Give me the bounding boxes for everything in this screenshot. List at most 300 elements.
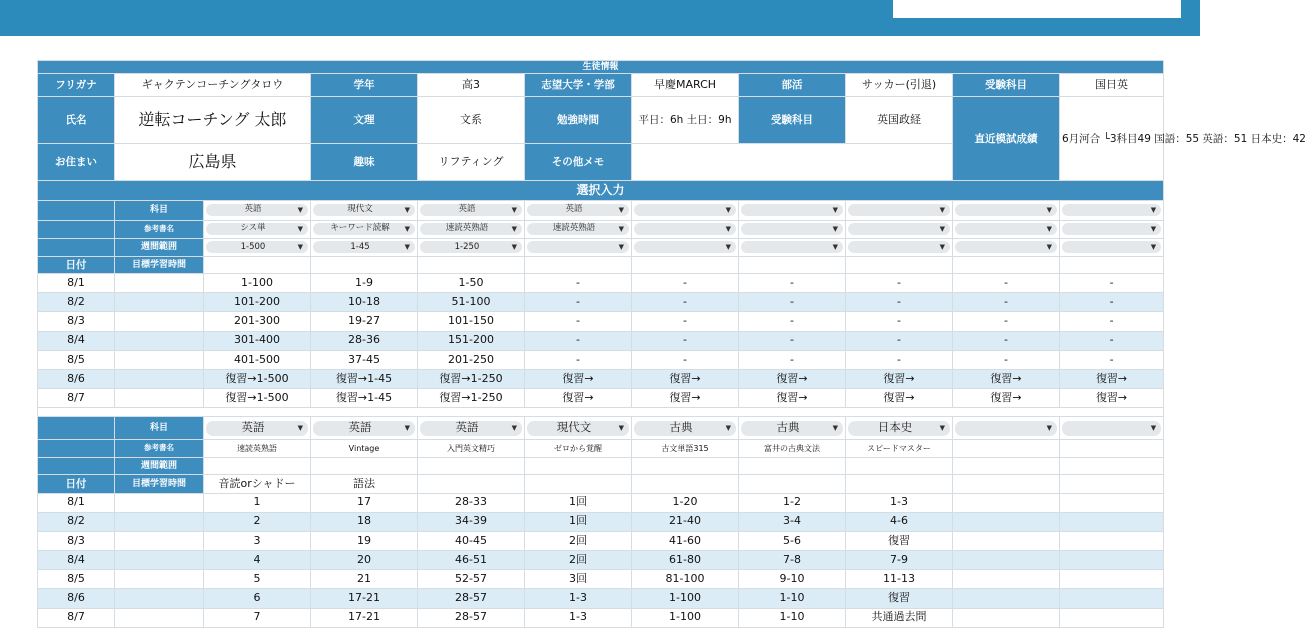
table-row bbox=[38, 274, 1164, 293]
exam-subjects-cell[interactable]: 国日英 bbox=[1060, 73, 1164, 96]
subject-dropdown[interactable] bbox=[955, 204, 1057, 216]
plan-cell[interactable]: 201-250 bbox=[418, 350, 525, 369]
mock-exam-cell[interactable]: 6月河合 └3科目49 国語：55 英語：51 日本史：42 bbox=[1060, 97, 1164, 181]
plan-cell[interactable]: 7-9 bbox=[846, 551, 953, 570]
plan-cell[interactable]: - bbox=[632, 293, 739, 312]
plan-cell[interactable]: 28-36 bbox=[311, 331, 418, 350]
plan-cell[interactable]: 40-45 bbox=[418, 531, 525, 550]
plan-cell[interactable] bbox=[953, 551, 1060, 570]
plan-cell[interactable]: 28-57 bbox=[418, 589, 525, 608]
target-hours-label: 目標学習時間 bbox=[115, 257, 204, 274]
caret-down-icon: ▼ bbox=[1046, 423, 1052, 432]
book-select-cell bbox=[739, 220, 846, 238]
range-dropdown[interactable] bbox=[741, 241, 843, 253]
range-select-cell bbox=[525, 238, 632, 256]
plan-cell[interactable]: 201-300 bbox=[204, 312, 311, 331]
plan-cell[interactable]: - bbox=[953, 331, 1060, 350]
target-hours-cell[interactable] bbox=[115, 293, 204, 312]
dropdown-value: 英語 bbox=[458, 204, 476, 215]
plan-cell[interactable]: - bbox=[1060, 312, 1164, 331]
range-dropdown[interactable] bbox=[313, 241, 415, 253]
range-cell[interactable] bbox=[953, 458, 1060, 475]
plan-cell[interactable]: - bbox=[632, 274, 739, 293]
plan-cell[interactable]: 17 bbox=[311, 493, 418, 512]
book-dropdown[interactable] bbox=[1062, 223, 1161, 235]
plan-cell[interactable]: 1-100 bbox=[632, 608, 739, 627]
book-dropdown[interactable] bbox=[206, 223, 308, 235]
plan-cell[interactable]: 1-3 bbox=[525, 608, 632, 627]
plan-cell[interactable]: 81-100 bbox=[632, 570, 739, 589]
plan-cell[interactable]: 復習→ bbox=[846, 389, 953, 408]
plan-cell[interactable]: 1-10 bbox=[739, 589, 846, 608]
range-cell[interactable] bbox=[311, 458, 418, 475]
plan-cell[interactable]: 1回 bbox=[525, 512, 632, 531]
subject-dropdown[interactable] bbox=[420, 204, 522, 216]
date-cell: 8/6 bbox=[38, 589, 115, 608]
study-time-cell[interactable]: 平日：6h 土日：9h bbox=[632, 97, 739, 144]
plan-cell[interactable]: - bbox=[1060, 350, 1164, 369]
blank-cell[interactable] bbox=[739, 257, 846, 274]
table-row bbox=[38, 512, 1164, 531]
dropdown-value: 1-250 bbox=[454, 241, 480, 252]
dropdown-value: 速読英熟語 bbox=[552, 223, 596, 234]
plan-cell[interactable]: - bbox=[846, 293, 953, 312]
subject-select-cell bbox=[632, 200, 739, 220]
target-hours-cell[interactable] bbox=[115, 570, 204, 589]
plan-cell[interactable] bbox=[1060, 551, 1164, 570]
address-cell[interactable]: 広島県 bbox=[115, 144, 311, 181]
book-cell[interactable]: 富井の古典文法 bbox=[739, 440, 846, 458]
subject-dropdown[interactable] bbox=[634, 421, 736, 436]
subject-dropdown[interactable] bbox=[527, 204, 629, 216]
range-select-cell bbox=[311, 238, 418, 256]
subject-select-cell bbox=[953, 200, 1060, 220]
plan-cell[interactable]: 復習→ bbox=[739, 369, 846, 388]
hours-note-cell[interactable]: 語法 bbox=[311, 475, 418, 493]
range-cell[interactable] bbox=[632, 458, 739, 475]
exam-subjects2-cell[interactable]: 英国政経 bbox=[846, 97, 953, 144]
plan-cell[interactable]: - bbox=[1060, 293, 1164, 312]
subject-select-cell bbox=[846, 200, 953, 220]
plan-cell[interactable]: 21 bbox=[311, 570, 418, 589]
plan-cell[interactable]: 3-4 bbox=[739, 512, 846, 531]
plan-cell[interactable]: 18 bbox=[311, 512, 418, 531]
range-cell[interactable] bbox=[846, 458, 953, 475]
book-select-cell bbox=[311, 220, 418, 238]
target-university-cell[interactable]: 早慶MARCH bbox=[632, 73, 739, 96]
hours-note-cell[interactable] bbox=[632, 475, 739, 493]
subject-dropdown[interactable] bbox=[206, 421, 308, 436]
book-dropdown[interactable] bbox=[634, 223, 736, 235]
caret-down-icon: ▼ bbox=[404, 423, 410, 432]
date-cell: 8/2 bbox=[38, 512, 115, 531]
plan-cell[interactable]: 4-6 bbox=[846, 512, 953, 531]
dropdown-value: 現代文 bbox=[556, 420, 592, 435]
dropdown-value: 英語 bbox=[244, 204, 262, 215]
caret-down-icon: ▼ bbox=[832, 423, 838, 432]
date-label: 日付 bbox=[38, 475, 115, 493]
subject-select-cell bbox=[311, 200, 418, 220]
section-gap bbox=[38, 408, 1164, 417]
range-dropdown[interactable] bbox=[527, 241, 629, 253]
plan-cell[interactable]: 復習 bbox=[846, 531, 953, 550]
subject-dropdown[interactable] bbox=[313, 204, 415, 216]
caret-down-icon: ▼ bbox=[1150, 206, 1157, 215]
plan-cell[interactable]: 1-10 bbox=[739, 608, 846, 627]
blank-cell[interactable] bbox=[1060, 257, 1164, 274]
range-cell[interactable] bbox=[1060, 458, 1164, 475]
blank-cell[interactable] bbox=[311, 257, 418, 274]
plan-cell[interactable]: 復習→ bbox=[632, 369, 739, 388]
book-dropdown[interactable] bbox=[848, 223, 950, 235]
plan-cell[interactable]: 復習→ bbox=[525, 369, 632, 388]
top-banner-box bbox=[893, 0, 1181, 18]
blank-cell[interactable] bbox=[846, 257, 953, 274]
plan-cell[interactable] bbox=[953, 608, 1060, 627]
plan-cell[interactable]: 5 bbox=[204, 570, 311, 589]
plan-cell[interactable]: - bbox=[953, 293, 1060, 312]
plan-cell[interactable]: - bbox=[739, 274, 846, 293]
plan-cell[interactable]: - bbox=[846, 274, 953, 293]
subject-dropdown[interactable] bbox=[634, 204, 736, 216]
plan-cell[interactable]: 401-500 bbox=[204, 350, 311, 369]
subject-select-cell bbox=[632, 416, 739, 439]
plan-cell[interactable]: 28-33 bbox=[418, 493, 525, 512]
plan-cell[interactable] bbox=[1060, 589, 1164, 608]
plan-cell[interactable]: 復習→1-45 bbox=[311, 369, 418, 388]
book-dropdown[interactable] bbox=[741, 223, 843, 235]
caret-down-icon: ▼ bbox=[297, 243, 303, 252]
book-label: 参考書名 bbox=[115, 440, 204, 458]
plan-cell[interactable] bbox=[953, 570, 1060, 589]
book-cell[interactable]: スピードマスター bbox=[846, 440, 953, 458]
range-cell[interactable] bbox=[525, 458, 632, 475]
top-banner bbox=[0, 0, 1200, 36]
plan-cell[interactable]: 34-39 bbox=[418, 512, 525, 531]
plan-cell[interactable]: 151-200 bbox=[418, 331, 525, 350]
caret-down-icon: ▼ bbox=[618, 225, 624, 234]
book-dropdown[interactable] bbox=[420, 223, 522, 235]
plan-cell[interactable]: 3 bbox=[204, 531, 311, 550]
plan-cell[interactable]: 28-57 bbox=[418, 608, 525, 627]
plan-cell[interactable] bbox=[1060, 512, 1164, 531]
plan-cell[interactable]: 52-57 bbox=[418, 570, 525, 589]
plan-cell[interactable]: 2回 bbox=[525, 531, 632, 550]
date-cell: 8/6 bbox=[38, 369, 115, 388]
grade-cell[interactable]: 高3 bbox=[418, 73, 525, 96]
target-hours-cell[interactable] bbox=[115, 531, 204, 550]
plan-cell[interactable]: 復習→ bbox=[632, 389, 739, 408]
book-dropdown[interactable] bbox=[313, 223, 415, 235]
course-label: 文理 bbox=[311, 97, 418, 144]
caret-down-icon: ▼ bbox=[1046, 206, 1052, 215]
hours-note-cell[interactable] bbox=[1060, 475, 1164, 493]
plan-cell[interactable]: 7 bbox=[204, 608, 311, 627]
hours-note-cell[interactable] bbox=[525, 475, 632, 493]
plan-cell[interactable]: 5-6 bbox=[739, 531, 846, 550]
blank-cell[interactable] bbox=[204, 257, 311, 274]
plan-cell[interactable]: 復習→1-45 bbox=[311, 389, 418, 408]
caret-down-icon: ▼ bbox=[511, 206, 517, 215]
range-dropdown[interactable] bbox=[955, 241, 1057, 253]
target-hours-cell[interactable] bbox=[115, 369, 204, 388]
caret-down-icon: ▼ bbox=[939, 225, 945, 234]
plan-cell[interactable]: 復習→1-500 bbox=[204, 389, 311, 408]
caret-down-icon: ▼ bbox=[1046, 243, 1052, 252]
blank-cell[interactable] bbox=[525, 257, 632, 274]
furigana-cell[interactable]: ギャクテンコーチングタロウ bbox=[115, 73, 311, 96]
plan-cell[interactable] bbox=[953, 512, 1060, 531]
caret-down-icon: ▼ bbox=[725, 225, 731, 234]
plan-cell[interactable]: 復習→ bbox=[953, 389, 1060, 408]
subject-dropdown[interactable] bbox=[741, 421, 843, 436]
plan-cell[interactable]: - bbox=[632, 350, 739, 369]
range-dropdown[interactable] bbox=[634, 241, 736, 253]
exam-subjects2-label: 受験科目 bbox=[739, 97, 846, 144]
range-cell[interactable] bbox=[418, 458, 525, 475]
plan-cell[interactable]: 1-100 bbox=[204, 274, 311, 293]
range-dropdown[interactable] bbox=[1062, 241, 1161, 253]
plan-cell[interactable]: 復習→ bbox=[1060, 369, 1164, 388]
book-cell[interactable]: ゼロから覚醒 bbox=[525, 440, 632, 458]
hobby-cell[interactable]: リフティング bbox=[418, 144, 525, 181]
plan-cell[interactable]: - bbox=[1060, 331, 1164, 350]
range-select-cell bbox=[846, 238, 953, 256]
date-cell: 8/5 bbox=[38, 570, 115, 589]
plan-cell[interactable]: 51-100 bbox=[418, 293, 525, 312]
plan-cell[interactable]: - bbox=[632, 312, 739, 331]
plan-cell[interactable]: 19 bbox=[311, 531, 418, 550]
plan-cell[interactable]: 9-10 bbox=[739, 570, 846, 589]
plan-cell[interactable]: 2回 bbox=[525, 551, 632, 570]
range-select-cell bbox=[1060, 238, 1164, 256]
blank-cell[interactable] bbox=[632, 257, 739, 274]
plan-cell[interactable]: 復習→ bbox=[846, 369, 953, 388]
subject-select-cell bbox=[418, 200, 525, 220]
target-hours-cell[interactable] bbox=[115, 274, 204, 293]
hours-note-cell[interactable] bbox=[418, 475, 525, 493]
plan-cell[interactable]: - bbox=[525, 274, 632, 293]
target-hours-cell[interactable] bbox=[115, 493, 204, 512]
caret-down-icon: ▼ bbox=[1150, 225, 1157, 234]
subject-dropdown[interactable] bbox=[848, 204, 950, 216]
plan-cell[interactable]: 17-21 bbox=[311, 608, 418, 627]
plan-cell[interactable]: 46-51 bbox=[418, 551, 525, 570]
dropdown-value: 古典 bbox=[669, 420, 693, 435]
plan-cell[interactable]: 1-100 bbox=[632, 589, 739, 608]
name-label: 氏名 bbox=[38, 97, 115, 144]
target-hours-cell[interactable] bbox=[115, 551, 204, 570]
plan-cell[interactable]: 1-2 bbox=[739, 493, 846, 512]
plan-cell[interactable]: - bbox=[525, 293, 632, 312]
plan-cell[interactable]: - bbox=[739, 350, 846, 369]
plan-cell[interactable]: - bbox=[846, 331, 953, 350]
plan-cell[interactable]: 4 bbox=[204, 551, 311, 570]
hours-note-cell[interactable] bbox=[953, 475, 1060, 493]
book-dropdown[interactable] bbox=[955, 223, 1057, 235]
plan-cell[interactable]: - bbox=[739, 293, 846, 312]
address-label: お住まい bbox=[38, 144, 115, 181]
caret-down-icon: ▼ bbox=[297, 206, 303, 215]
plan-cell[interactable]: 101-150 bbox=[418, 312, 525, 331]
plan-cell[interactable]: 41-60 bbox=[632, 531, 739, 550]
plan-cell[interactable]: - bbox=[953, 350, 1060, 369]
target-hours-cell[interactable] bbox=[115, 608, 204, 627]
range-cell[interactable] bbox=[204, 458, 311, 475]
date-cell: 8/3 bbox=[38, 312, 115, 331]
course-cell[interactable]: 文系 bbox=[418, 97, 525, 144]
caret-down-icon: ▼ bbox=[618, 423, 624, 432]
plan-cell[interactable]: 101-200 bbox=[204, 293, 311, 312]
table-row bbox=[38, 570, 1164, 589]
plan-cell[interactable]: 1-9 bbox=[311, 274, 418, 293]
plan-cell[interactable]: 1回 bbox=[525, 493, 632, 512]
plan-cell[interactable]: 6 bbox=[204, 589, 311, 608]
plan-cell[interactable] bbox=[1060, 531, 1164, 550]
range-label: 週間範囲 bbox=[115, 458, 204, 475]
table-row bbox=[38, 608, 1164, 627]
subject-dropdown[interactable] bbox=[1062, 421, 1161, 436]
target-hours-cell[interactable] bbox=[115, 312, 204, 331]
range-cell[interactable] bbox=[739, 458, 846, 475]
mock-exam-label: 直近模試成績 bbox=[953, 97, 1060, 181]
memo-cell[interactable] bbox=[632, 144, 953, 181]
plan-cell[interactable]: 復習 bbox=[846, 589, 953, 608]
plan-cell[interactable]: 61-80 bbox=[632, 551, 739, 570]
plan-cell[interactable]: 7-8 bbox=[739, 551, 846, 570]
caret-down-icon: ▼ bbox=[1046, 225, 1052, 234]
subject-dropdown[interactable] bbox=[206, 204, 308, 216]
caret-down-icon: ▼ bbox=[832, 243, 838, 252]
table-row bbox=[38, 312, 1164, 331]
plan-cell[interactable]: - bbox=[739, 312, 846, 331]
plan-cell[interactable]: - bbox=[953, 274, 1060, 293]
plan-cell[interactable] bbox=[953, 589, 1060, 608]
range-dropdown[interactable] bbox=[848, 241, 950, 253]
plan-cell[interactable] bbox=[1060, 570, 1164, 589]
plan-cell[interactable]: - bbox=[632, 331, 739, 350]
dropdown-value: シス単 bbox=[240, 223, 266, 234]
subject-select-cell bbox=[204, 200, 311, 220]
blank-cell[interactable] bbox=[418, 257, 525, 274]
book-cell[interactable] bbox=[953, 440, 1060, 458]
plan-cell[interactable]: 復習→1-500 bbox=[204, 369, 311, 388]
book-cell[interactable]: 古文単語315 bbox=[632, 440, 739, 458]
plan-cell[interactable]: - bbox=[953, 312, 1060, 331]
plan-cell[interactable]: 20 bbox=[311, 551, 418, 570]
label-spacer bbox=[38, 200, 115, 220]
plan-cell[interactable]: 19-27 bbox=[311, 312, 418, 331]
dropdown-value: 速読英熟語 bbox=[445, 223, 489, 234]
plan-cell[interactable]: 10-18 bbox=[311, 293, 418, 312]
book-cell[interactable]: 入門英文精巧 bbox=[418, 440, 525, 458]
subject-dropdown[interactable] bbox=[848, 421, 950, 436]
plan-cell[interactable]: - bbox=[525, 331, 632, 350]
plan-cell[interactable]: - bbox=[739, 331, 846, 350]
plan-cell[interactable]: - bbox=[1060, 274, 1164, 293]
plan-cell[interactable]: 1-3 bbox=[525, 589, 632, 608]
blank-cell[interactable] bbox=[953, 257, 1060, 274]
date-label: 日付 bbox=[38, 257, 115, 274]
plan-cell[interactable]: 11-13 bbox=[846, 570, 953, 589]
plan-cell[interactable]: 1-20 bbox=[632, 493, 739, 512]
caret-down-icon: ▼ bbox=[511, 225, 517, 234]
book-dropdown[interactable] bbox=[527, 223, 629, 235]
plan-cell[interactable]: 301-400 bbox=[204, 331, 311, 350]
target-hours-cell[interactable] bbox=[115, 589, 204, 608]
plan-cell[interactable]: - bbox=[525, 312, 632, 331]
hours-note-cell[interactable] bbox=[739, 475, 846, 493]
subject-select-cell bbox=[525, 200, 632, 220]
subject-dropdown[interactable] bbox=[955, 421, 1057, 436]
plan-cell[interactable]: 復習→1-250 bbox=[418, 369, 525, 388]
book-cell[interactable] bbox=[1060, 440, 1164, 458]
plan-cell[interactable] bbox=[1060, 493, 1164, 512]
plan-cell[interactable] bbox=[1060, 608, 1164, 627]
subject-dropdown[interactable] bbox=[741, 204, 843, 216]
subject-dropdown[interactable] bbox=[420, 421, 522, 436]
caret-down-icon: ▼ bbox=[832, 206, 838, 215]
book-select-cell bbox=[525, 220, 632, 238]
target-hours-cell[interactable] bbox=[115, 350, 204, 369]
plan-cell[interactable]: 復習→ bbox=[1060, 389, 1164, 408]
plan-cell[interactable]: 21-40 bbox=[632, 512, 739, 531]
range-select-cell bbox=[953, 238, 1060, 256]
plan-cell[interactable]: 復習→1-250 bbox=[418, 389, 525, 408]
plan-cell[interactable]: 復習→ bbox=[739, 389, 846, 408]
plan-cell[interactable]: 復習→ bbox=[525, 389, 632, 408]
club-cell[interactable]: サッカー(引退) bbox=[846, 73, 953, 96]
book-cell[interactable]: 速読英熟語 bbox=[204, 440, 311, 458]
target-hours-cell[interactable] bbox=[115, 331, 204, 350]
name-cell[interactable]: 逆転コーチング 太郎 bbox=[115, 97, 311, 144]
target-hours-cell[interactable] bbox=[115, 389, 204, 408]
plan-cell[interactable]: 2 bbox=[204, 512, 311, 531]
subject-select-cell bbox=[846, 416, 953, 439]
plan-cell[interactable]: - bbox=[846, 312, 953, 331]
plan-cell[interactable]: 共通過去問 bbox=[846, 608, 953, 627]
plan-cell[interactable]: 1-50 bbox=[418, 274, 525, 293]
date-cell: 8/3 bbox=[38, 531, 115, 550]
dropdown-value: 英語 bbox=[241, 420, 265, 435]
dropdown-value: キーワード読解 bbox=[330, 223, 390, 234]
subject-dropdown[interactable] bbox=[527, 421, 629, 436]
plan-cell[interactable]: 1-3 bbox=[846, 493, 953, 512]
plan-cell[interactable]: 復習→ bbox=[953, 369, 1060, 388]
plan-cell[interactable]: 1 bbox=[204, 493, 311, 512]
plan-cell[interactable]: 37-45 bbox=[311, 350, 418, 369]
plan-cell[interactable] bbox=[953, 493, 1060, 512]
plan-cell[interactable] bbox=[953, 531, 1060, 550]
plan-cell[interactable]: - bbox=[525, 350, 632, 369]
caret-down-icon: ▼ bbox=[939, 423, 945, 432]
subject-dropdown[interactable] bbox=[313, 421, 415, 436]
hours-note-cell[interactable] bbox=[846, 475, 953, 493]
plan-cell[interactable]: - bbox=[846, 350, 953, 369]
subject-select-cell bbox=[953, 416, 1060, 439]
plan-cell[interactable]: 17-21 bbox=[311, 589, 418, 608]
plan-cell[interactable]: 3回 bbox=[525, 570, 632, 589]
range-select-cell bbox=[418, 238, 525, 256]
book-cell[interactable]: Vintage bbox=[311, 440, 418, 458]
study-time-label: 勉強時間 bbox=[525, 97, 632, 144]
hours-note-cell[interactable]: 音読orシャドー bbox=[204, 475, 311, 493]
range-dropdown[interactable] bbox=[206, 241, 308, 253]
target-hours-cell[interactable] bbox=[115, 512, 204, 531]
caret-down-icon: ▼ bbox=[404, 243, 410, 252]
subject-dropdown[interactable] bbox=[1062, 204, 1161, 216]
range-dropdown[interactable] bbox=[420, 241, 522, 253]
